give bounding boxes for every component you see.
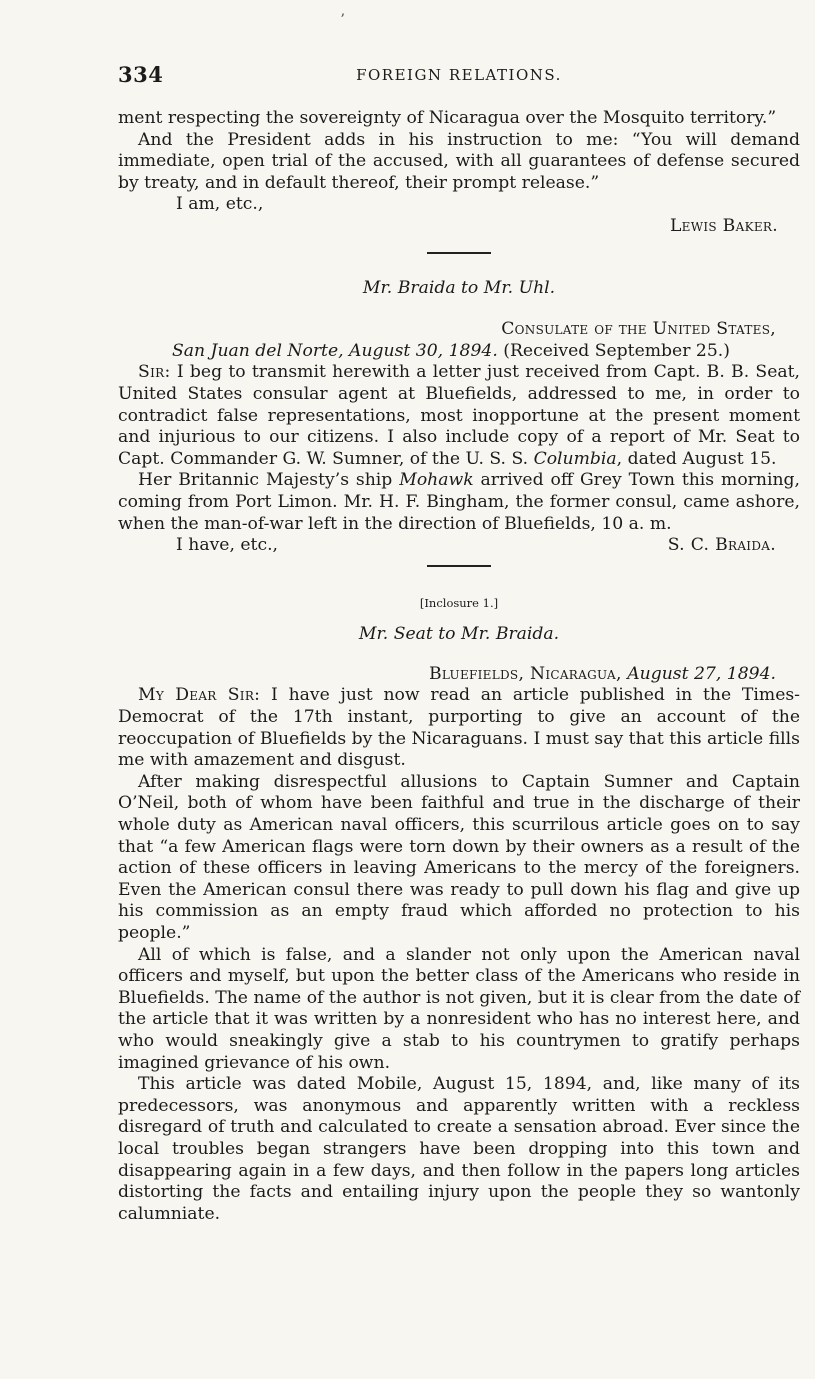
ship-name: Columbia xyxy=(533,448,617,469)
letter-heading: Mr. Seat to Mr. Braida. xyxy=(358,624,560,645)
closing: I am, etc., xyxy=(176,194,264,215)
paragraph: Sir: I beg to transmit herewith a letter just received from Capt. B. B. Seat, United States consular agent at Bluefields, addressed to me, in order to contradict false representations, most inopportune at the present moment and injurious to our citizens. I also include copy of a report of Mr. Seat to Capt. Commander G. W. Sumner, of the U. S. S. Columbia, dated August 15. xyxy=(118,362,800,469)
salutation: Sir: xyxy=(138,362,171,383)
letter-dateline xyxy=(118,664,800,686)
scan-mark: ʼ xyxy=(340,12,345,28)
salutation: My Dear Sir: xyxy=(138,685,261,706)
paragraph: This article was dated Mobile, August 15, 1894, and, like many of its predecessors, was anonymous and apparently written with a reckless disregard of truth and calculated to create a sensation abroad. Ever since the local troubles began strangers have been dropping into this town and disappearing again in a few days, and then follow in the papers long articles distorting the facts and entailing injury upon the people they so wantonly calumniate. xyxy=(118,1074,800,1224)
letter-dateline xyxy=(118,341,800,363)
inclosure-label: [Inclosure 1.] xyxy=(419,595,499,610)
signature: S. C. Braida. xyxy=(667,535,776,556)
continuation-paragraph: ment respecting the sovereignty of Nicaragua over the Mosquito territory.” xyxy=(118,108,777,128)
running-title: FOREIGN RELATIONS. xyxy=(356,66,562,84)
signature-row xyxy=(118,535,800,557)
page-number: 334 xyxy=(118,62,164,87)
ship-name: Mohawk xyxy=(399,470,474,491)
paragraph: My Dear Sir: I have just now read an article published in the Times-Democrat of the 17th instant, purporting to give an account of the reoccupation of Bluefields by the Nicaraguans. I must say that this article fills me with amazement and disgust. xyxy=(118,685,800,771)
page-header xyxy=(118,62,800,90)
received-note: (Received September 25.) xyxy=(503,340,730,361)
paragraph: And the President adds in his instruction to me: “You will demand immediate, open trial of the accused, with all guarantees of defense secured by treaty, and in default thereof, their prompt release.” xyxy=(118,129,800,193)
letter-place: Consulate of the United States, xyxy=(501,319,776,340)
paragraph: After making disrespectful allusions to Captain Sumner and Captain O’Neil, both of whom have been faithful and true in the discharge of their whole duty as American naval officers, this scurrilous article goes on to say that “a few American flags were torn down by their owners as a result of the action of these officers in leaving Americans to the mercy of the foreigners. Even the American consul there was ready to pull down his flag and give up his commission as an empty fraud which afforded no protection to his people.” xyxy=(118,771,800,943)
signature: Lewis Baker. xyxy=(669,215,778,236)
letter-place: Bluefields, Nicaragua, xyxy=(429,663,622,684)
letter-date: San Juan del Norte, August 30, 1894. xyxy=(172,340,498,361)
paragraph: Her Britannic Majesty’s ship Mohawk arrived off Grey Town this morning, coming from Port Limon. Mr. H. F. Bingham, the former consul, came ashore, when the man-of-war left in the direction of Bluefields, 10 a. m. xyxy=(118,470,800,534)
letter-date: August 27, 1894. xyxy=(627,663,776,684)
letter-heading: Mr. Braida to Mr. Uhl. xyxy=(362,277,556,298)
paragraph: All of which is false, and a slander not only upon the American naval officers and myself, but upon the better class of the Americans who reside in Bluefields. The name of the author is not given, but it is clear from the date of the article that it was written by a nonresident who has no interest here, and who would sneakingly give a stab to his countrymen to gratify perhaps imagined grievance of his own. xyxy=(118,944,800,1073)
closing: I have, etc., xyxy=(176,535,279,556)
body-text xyxy=(118,108,800,1225)
